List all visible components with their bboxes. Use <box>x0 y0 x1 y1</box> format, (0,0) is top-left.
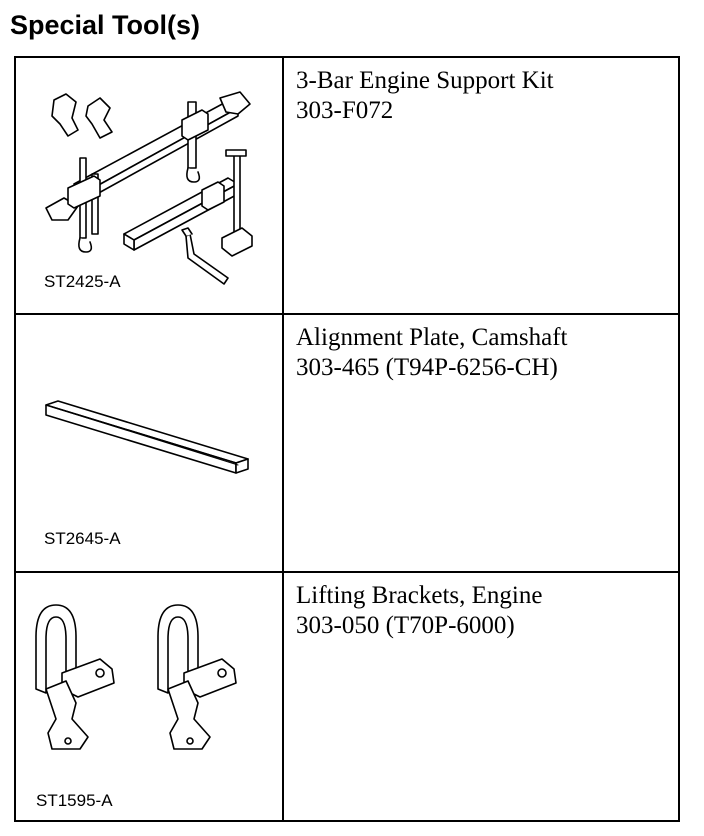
tool-image-code: ST1595-A <box>36 791 113 810</box>
tool-row <box>16 58 678 315</box>
page-title: Special Tool(s) <box>10 10 201 40</box>
tool-name: Lifting Brackets, Engine <box>296 582 543 609</box>
tool-description <box>284 315 678 571</box>
tool-name: 3-Bar Engine Support Kit <box>296 67 554 94</box>
tool-image-code: ST2425-A <box>44 272 121 291</box>
tool-name: Alignment Plate, Camshaft <box>296 324 568 351</box>
tool-image-cell <box>16 58 284 313</box>
tool-part-number: 303-F072 <box>296 97 394 124</box>
tool-row <box>16 315 678 573</box>
tool-image-cell <box>16 315 284 571</box>
tool-image-code: ST2645-A <box>44 529 121 548</box>
tool-part-number: 303-465 (T94P-6256-CH) <box>296 354 558 381</box>
tool-part-number: 303-050 (T70P-6000) <box>296 612 515 639</box>
tool-row <box>16 573 678 820</box>
tool-description <box>284 573 678 820</box>
engine-lifting-brackets-icon <box>16 573 282 818</box>
tool-description <box>284 58 678 313</box>
special-tools-table <box>14 56 680 822</box>
tool-image-cell <box>16 573 284 820</box>
